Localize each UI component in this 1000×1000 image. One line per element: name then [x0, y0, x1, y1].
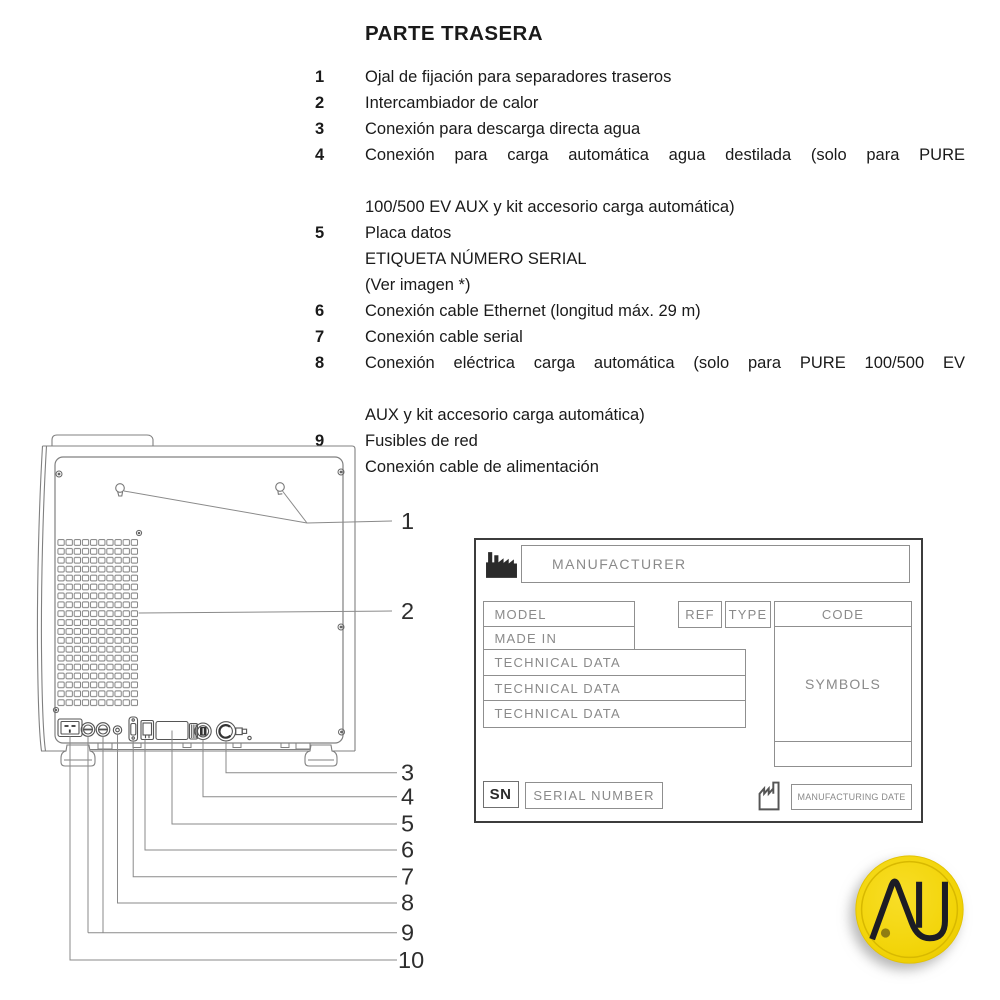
legend-item-number: 8 [315, 354, 325, 372]
ref-label: REF [685, 606, 715, 622]
model-label: MODEL [494, 606, 547, 622]
technical-data-label: TECHNICAL DATA [494, 680, 621, 696]
serial-number-label: SERIAL NUMBER [533, 787, 655, 803]
legend-item [315, 298, 967, 324]
manufacturing-date-box [791, 784, 912, 810]
legend-item [315, 142, 967, 220]
made-in-label: MADE IN [494, 630, 558, 646]
legend-item-text: Conexión cable serial [365, 328, 523, 346]
legend-item [315, 350, 967, 428]
legend-item-text: Conexión cable de alimentación [365, 458, 599, 476]
technical-data-box-3 [483, 700, 746, 728]
made-in-box [483, 626, 635, 651]
legend-item-text: Ojal de fijación para separadores traseros [365, 68, 672, 86]
model-box [483, 601, 635, 628]
legend-item-number: 7 [315, 328, 325, 346]
rating-plate-figure [474, 538, 923, 823]
serial-number-box [525, 782, 663, 809]
manufacturer-label: MANUFACTURER [552, 555, 687, 572]
left-foot [61, 745, 95, 766]
ref-box [678, 601, 722, 628]
legend-item [315, 116, 967, 142]
legend-item-text: Fusibles de red [365, 432, 478, 450]
manufacturing-date-icon [757, 778, 787, 812]
callout-7: 7 [401, 863, 415, 890]
legend-item-text: Conexión para carga automática agua destilada (solo para PURE 100/500 EV AUX y kit accesorio carga automática) [365, 146, 965, 216]
legend-item-number: 5 [315, 224, 325, 242]
sn-box [483, 781, 519, 808]
legend-item [315, 64, 967, 90]
legend-item [315, 90, 967, 116]
brand-logo [852, 852, 967, 967]
heat-exchanger-grille [57, 538, 139, 707]
callout-8: 8 [401, 889, 415, 916]
au-coin-icon [852, 852, 967, 967]
technical-data-label: TECHNICAL DATA [494, 706, 621, 722]
callout-4: 4 [401, 783, 415, 810]
callout-6: 6 [401, 836, 415, 863]
legend-item-number: 2 [315, 94, 325, 112]
callout-5: 5 [401, 810, 415, 837]
technical-data-label: TECHNICAL DATA [494, 655, 621, 670]
callout-1: 1 [401, 508, 415, 534]
callout-3: 3 [401, 759, 415, 786]
legend-item-number: 6 [315, 302, 325, 320]
device-diagram [30, 425, 430, 975]
symbols-box [774, 626, 912, 743]
callout-10: 10 [398, 947, 425, 973]
legend-item-text: Conexión eléctrica carga automática (solo para PURE 100/500 EV AUX y kit accesorio carga automática) [365, 354, 965, 424]
legend-item [315, 324, 967, 350]
symbols-label: SYMBOLS [804, 676, 882, 693]
callout-2: 2 [401, 598, 415, 624]
type-label: TYPE [728, 606, 768, 622]
callout-numbers [398, 508, 424, 973]
code-label: CODE [821, 606, 865, 622]
legend-item-text: Conexión para descarga directa agua [365, 120, 641, 138]
legend-item-text: Placa datos ETIQUETA NÚMERO SERIAL (Ver imagen *) [365, 224, 587, 294]
legend-item-text: Conexión cable Ethernet (longitud máx. 29 m) [365, 302, 701, 320]
sn-label: SN [489, 785, 512, 803]
symbols-sub-box [774, 741, 912, 767]
callout-9: 9 [401, 919, 415, 946]
manufacturing-date-label: MANUFACTURING DATE [797, 791, 906, 802]
manufacturer-box [521, 545, 910, 583]
technical-data-box-1 [483, 649, 746, 676]
type-box [725, 601, 771, 628]
legend-item-number: 1 [315, 68, 325, 86]
code-box [774, 601, 912, 628]
legend-item [315, 220, 967, 298]
legend-item-number: 4 [315, 146, 325, 164]
page-title: PARTE TRASERA [365, 22, 543, 45]
technical-data-box-2 [483, 675, 746, 702]
bottom-frame [90, 743, 320, 750]
legend-item-number: 3 [315, 120, 325, 138]
legend-list [315, 64, 967, 480]
manufacturer-icon [485, 549, 518, 582]
legend-item-number: 9 [315, 432, 325, 450]
legend-item-text: Intercambiador de calor [365, 94, 539, 112]
